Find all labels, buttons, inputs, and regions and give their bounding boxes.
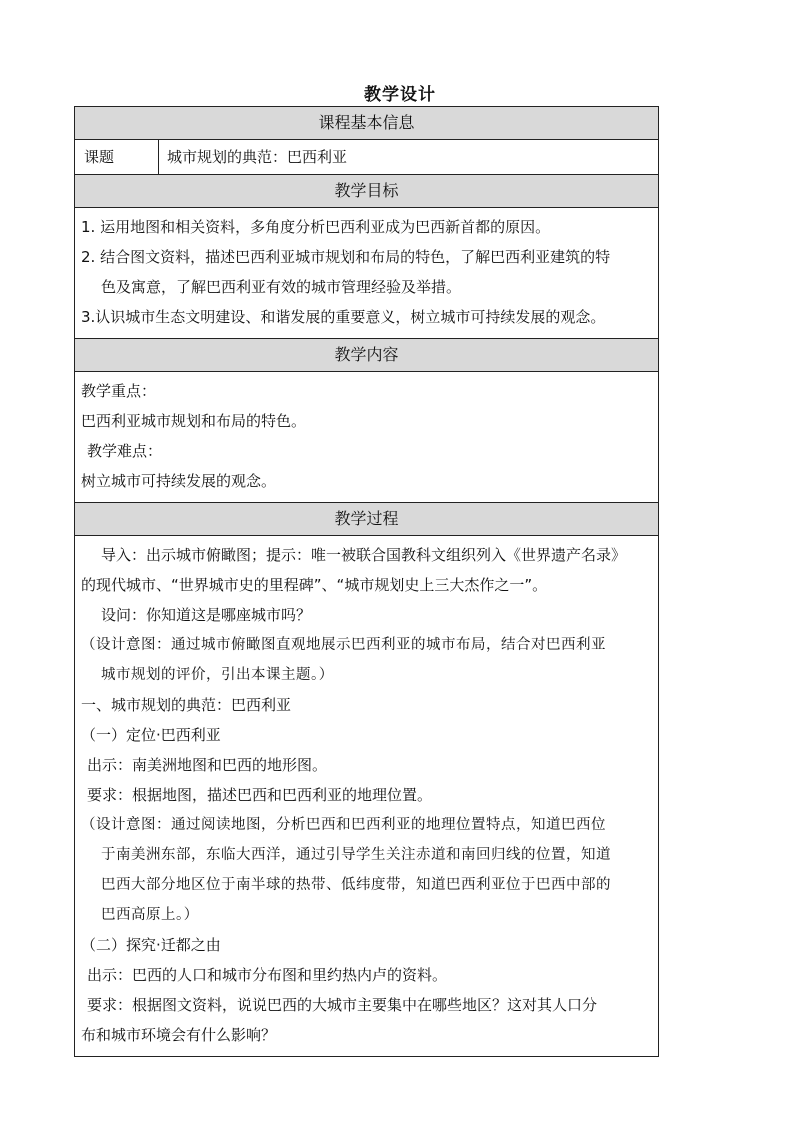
content-block	[75, 372, 658, 503]
design-intent-line: （设计意图：通过阅读地图，分析巴西和巴西利亚的地理位置特点，知道巴西位	[81, 817, 606, 833]
process-block	[75, 536, 658, 1056]
design-intent-line: 于南美洲东部，东临大西洋，通过引导学生关注赤道和南回归线的位置，知道	[101, 847, 611, 863]
goals-block	[75, 208, 658, 339]
design-intent-line: 城市规划的评价，引出本课主题。）	[101, 667, 334, 683]
design-intent-line: 巴西大部分地区位于南半球的热带、低纬度带，知道巴西利亚位于巴西中部的	[101, 877, 611, 893]
process-line: 要求：根据图文资料，说说巴西的大城市主要集中在哪些地区？这对其人口分	[87, 996, 598, 1014]
goal-line: 2. 结合图文资料，描述巴西利亚城市规划和布局的特色，了解巴西利亚建筑的特	[81, 248, 611, 266]
goal-line: 色及寓意，了解巴西利亚有效的城市管理经验及举措。	[101, 278, 462, 296]
process-line: 的现代城市、“世界城市史的里程碑”、“城市规划史上三大杰作之一”。	[81, 576, 548, 594]
section-basic-info: 课程基本信息	[75, 107, 658, 140]
section-content: 教学内容	[75, 339, 658, 372]
process-line: 导入：出示城市俯瞰图；提示：唯一被联合国教科文组织列入《世界遗产名录》	[101, 546, 627, 564]
goal-line: 3.认识城市生态文明建设、和谐发展的重要意义，树立城市可持续发展的观念。	[81, 308, 606, 326]
section-goals: 教学目标	[75, 175, 658, 208]
document-title: 教学设计	[364, 85, 436, 105]
difficulty-label: 教学难点：	[87, 442, 163, 460]
course-topic-row	[75, 140, 658, 175]
process-line: 设问：你知道这是哪座城市吗？	[101, 606, 312, 624]
section-heading-line: 一、城市规划的典范：巴西利亚	[81, 696, 292, 714]
goal-line: 1. 运用地图和相关资料，多角度分析巴西利亚成为巴西新首都的原因。	[81, 218, 551, 236]
key-point-label: 教学重点：	[81, 382, 157, 400]
process-line: 布和城市环境会有什么影响？	[81, 1026, 277, 1044]
process-line: 出示：巴西的人口和城市分布图和里约热内卢的资料。	[87, 966, 448, 984]
process-line: 要求：根据地图，描述巴西和巴西利亚的地理位置。	[87, 786, 433, 804]
course-topic-value: 城市规划的典范：巴西利亚	[167, 148, 348, 166]
design-intent-line: （设计意图：通过城市俯瞰图直观地展示巴西利亚的城市布局，结合对巴西利亚	[81, 637, 606, 653]
lesson-plan-table	[74, 106, 659, 1057]
subsection-heading-line: （一）定位·巴西利亚	[81, 726, 221, 744]
subsection-heading-line: （二）探究·迁都之由	[81, 936, 221, 954]
key-point-text: 巴西利亚城市规划和布局的特色。	[81, 412, 307, 430]
difficulty-text: 树立城市可持续发展的观念。	[81, 472, 277, 490]
process-line: 出示：南美洲地图和巴西的地形图。	[87, 756, 328, 774]
design-intent-line: 巴西高原上。）	[101, 907, 199, 923]
section-process: 教学过程	[75, 503, 658, 536]
course-topic-label: 课题	[75, 140, 159, 174]
